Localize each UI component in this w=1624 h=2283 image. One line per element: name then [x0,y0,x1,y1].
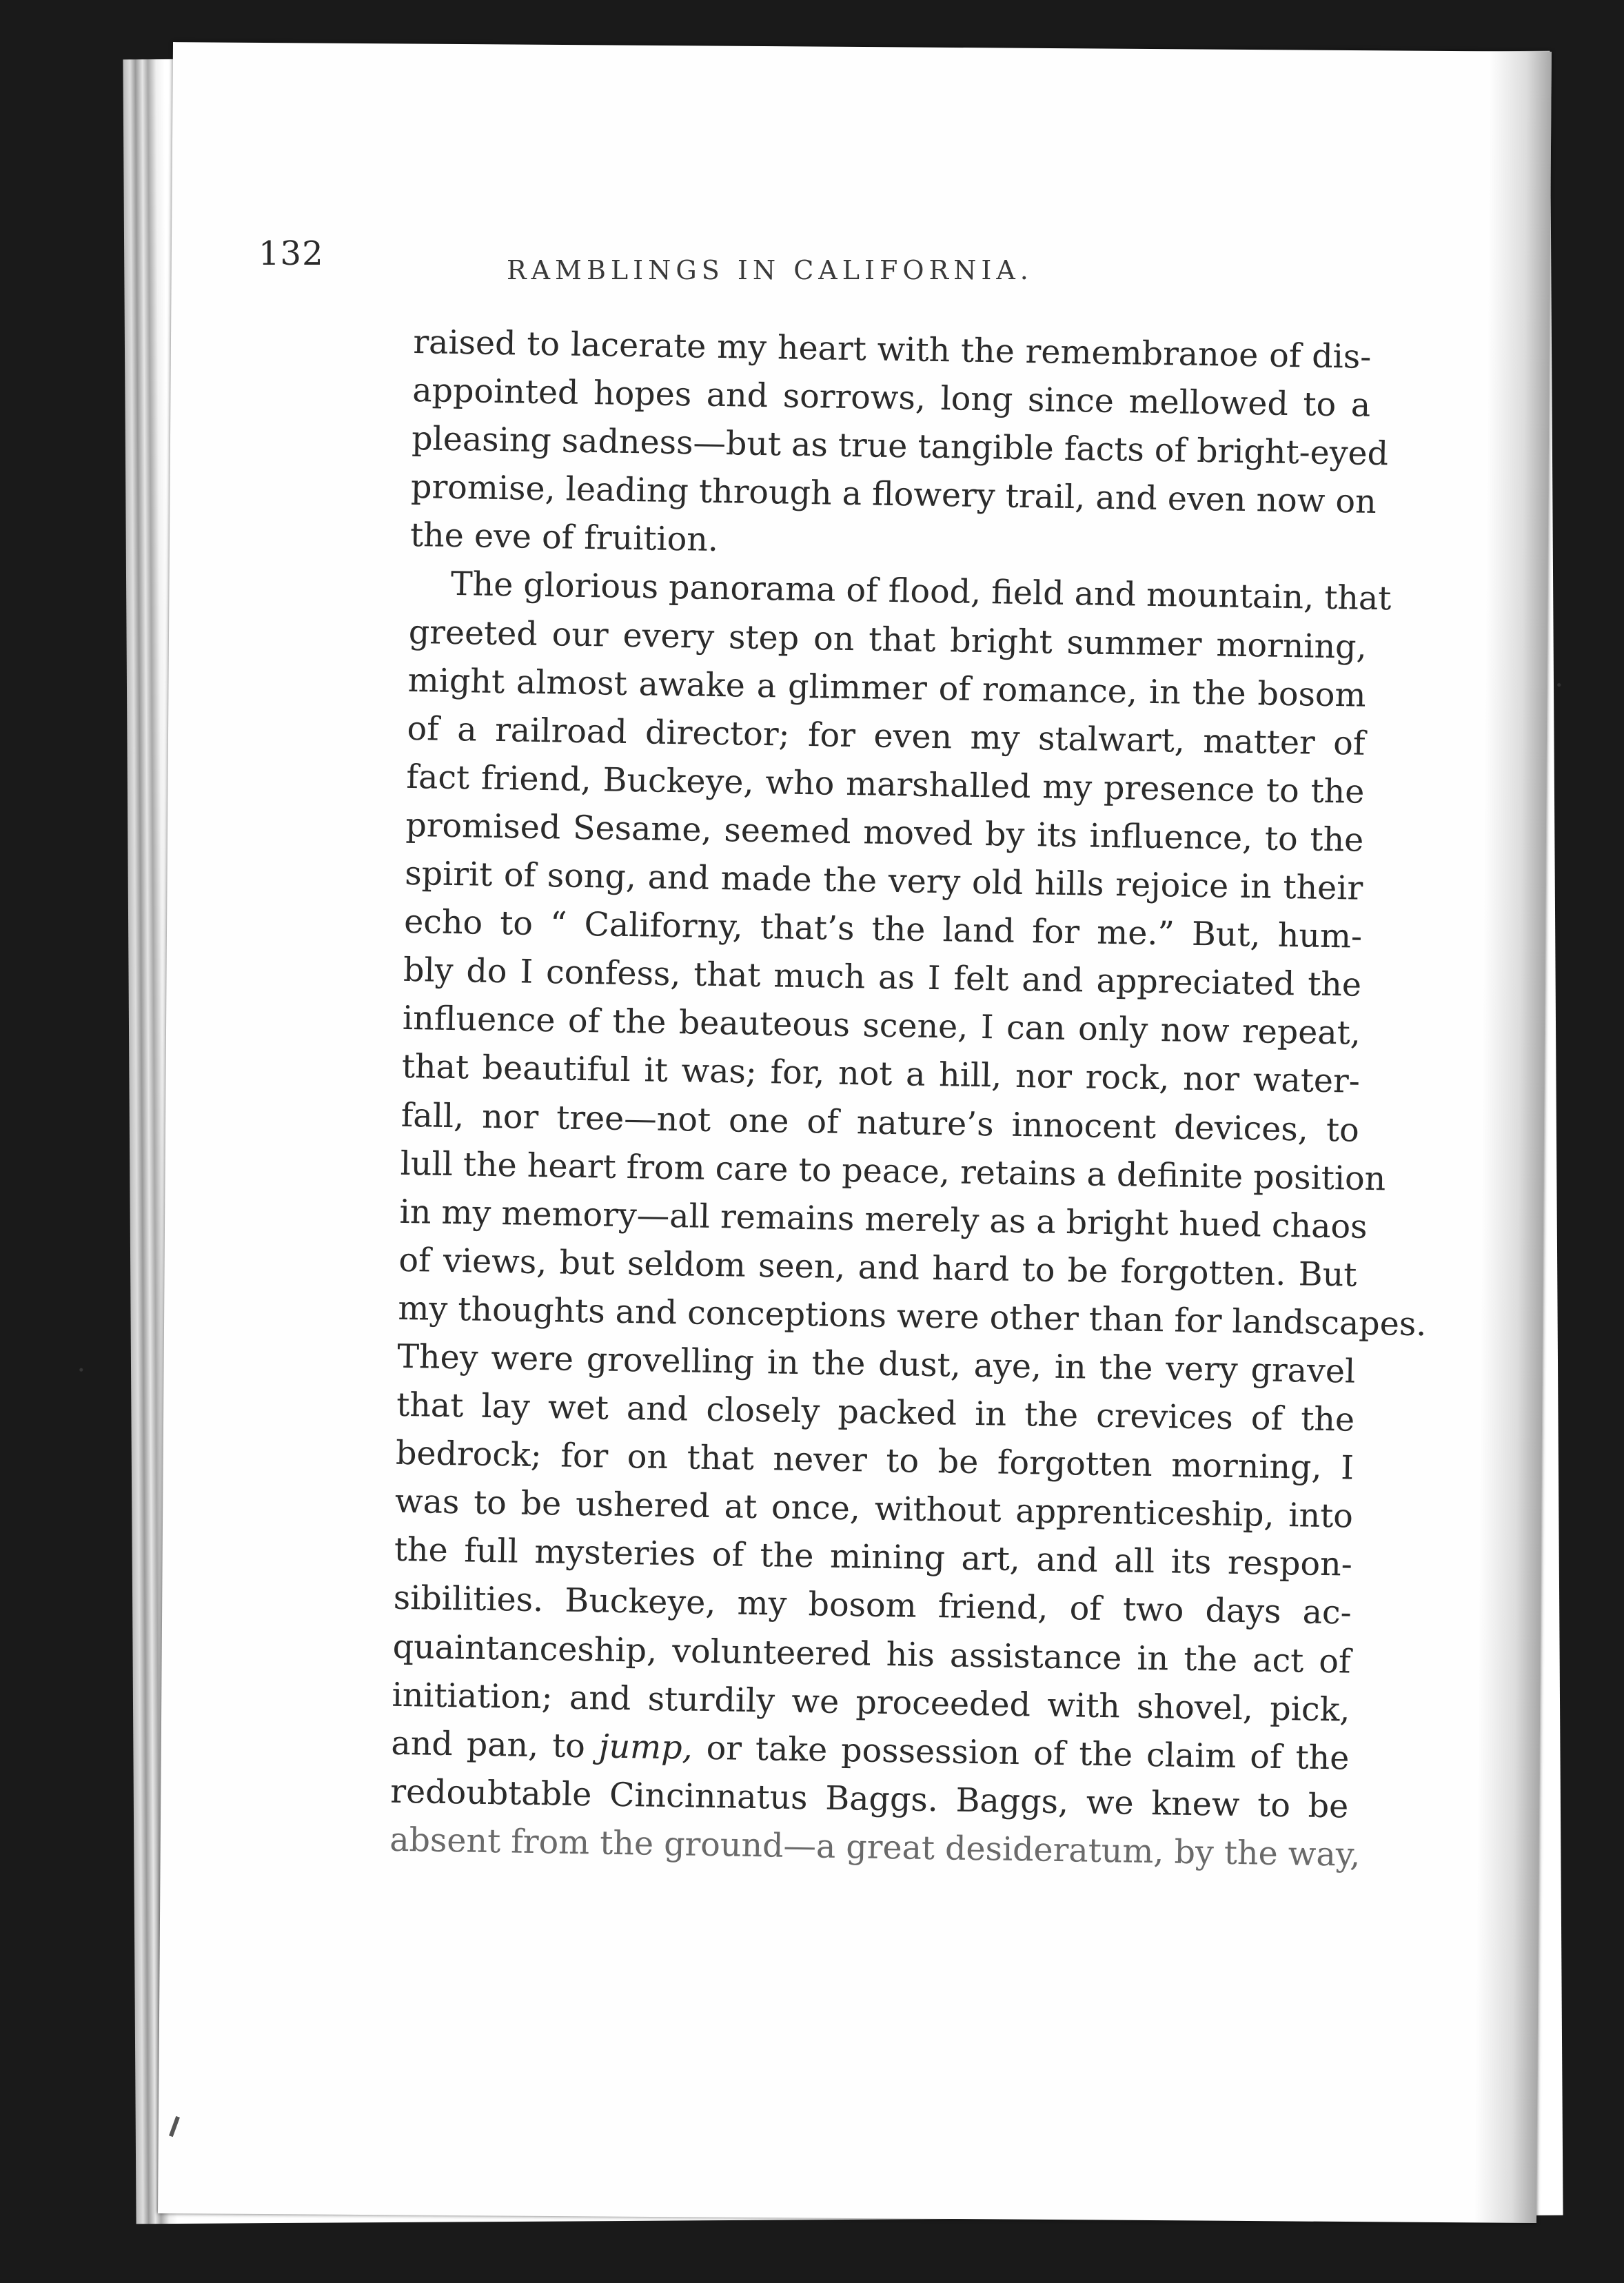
running-title: RAMBLINGS IN CALIFORNIA. [507,255,1033,285]
text-line: redoubtable Cincinnatus Baggs. Baggs, we knew to be [389,1772,1349,1826]
text-line: of views, but seldom seen, and hard to be forgotten. But [398,1241,1357,1295]
text-line: They were grovelling in the dust, aye, in the very gravel [396,1337,1356,1391]
text-line: raised to lacerate my heart with the remembranoe of dis- [413,323,1372,376]
text-line: promised Sesame, seemed moved by its influence, to the [405,806,1364,860]
text-line: in my memory—all remains merely as a bright hued chaos [399,1193,1368,1246]
text-line: might almost awake a glimmer of romance, in the bosom [407,661,1367,715]
text-line: the eve of fruition. [409,516,719,560]
text-line: of a railroad director; for even my stalwart, matter of [407,709,1366,763]
text-line: sibilities. Buckeye, my bosom friend, of two days ac- [393,1579,1352,1633]
text-line: pleasing sadness—but as true tangible facts of bright-eyed [411,420,1389,474]
text-line: appointed hopes and sorrows, long since mellowed to a [412,372,1371,425]
line-end: or take possession of the claim of the [692,1729,1350,1778]
text-line: the full mysteries of the mining art, and all its respon- [394,1531,1353,1584]
text-line: influence of the beauteous scene, I can only now repeat, [402,1000,1361,1053]
page-header [258,234,1334,290]
paragraph-start-line: The glorious panorama of flood, field and mountain, that [450,565,1392,618]
text-line: spirit of song, and made the very old hills rejoice in their [404,854,1363,908]
line-start: and pan, to [391,1724,600,1766]
page-number: 132 [258,234,324,273]
text-line: lull the heart from care to peace, retains a definite position [400,1144,1386,1198]
text-line: initiation; and sturdily we proceeded with shovel, pick, [392,1676,1350,1729]
text-line: bly do I confess, that much as I felt and appreciated the [403,951,1362,1004]
text-line: fact friend, Buckeye, who marshalled my presence to the [406,758,1365,811]
body-text [389,318,1427,1880]
text-line: was to be ushered at once, without apprenticeship, into [394,1483,1354,1536]
text-line: my thoughts and conceptions were other than for landscapes. [398,1289,1427,1344]
text-line: quaintanceship, volunteered his assistance in the act of [392,1627,1351,1681]
text-line: that lay wet and closely packed in the crevices of the [396,1386,1355,1439]
text-line: absent from the ground—a great desideratum, by the way, [389,1820,1361,1874]
text-line: echo to “ Californy, that’s the land for me.” But, hum- [403,903,1363,956]
text-line: that beautiful it was; for, not a hill, nor rock, nor water- [401,1048,1361,1102]
italic-word: jump, [598,1727,693,1767]
text-line: greeted our every step on that bright summer morning, [408,613,1368,667]
text-line: promise, leading through a flowery trail, and even now on [410,468,1377,522]
text-line: fall, nor tree—not one of nature’s innocent devices, to [400,1096,1360,1150]
text-line: bedrock; for on that never to be forgotten morning, I [395,1434,1354,1488]
